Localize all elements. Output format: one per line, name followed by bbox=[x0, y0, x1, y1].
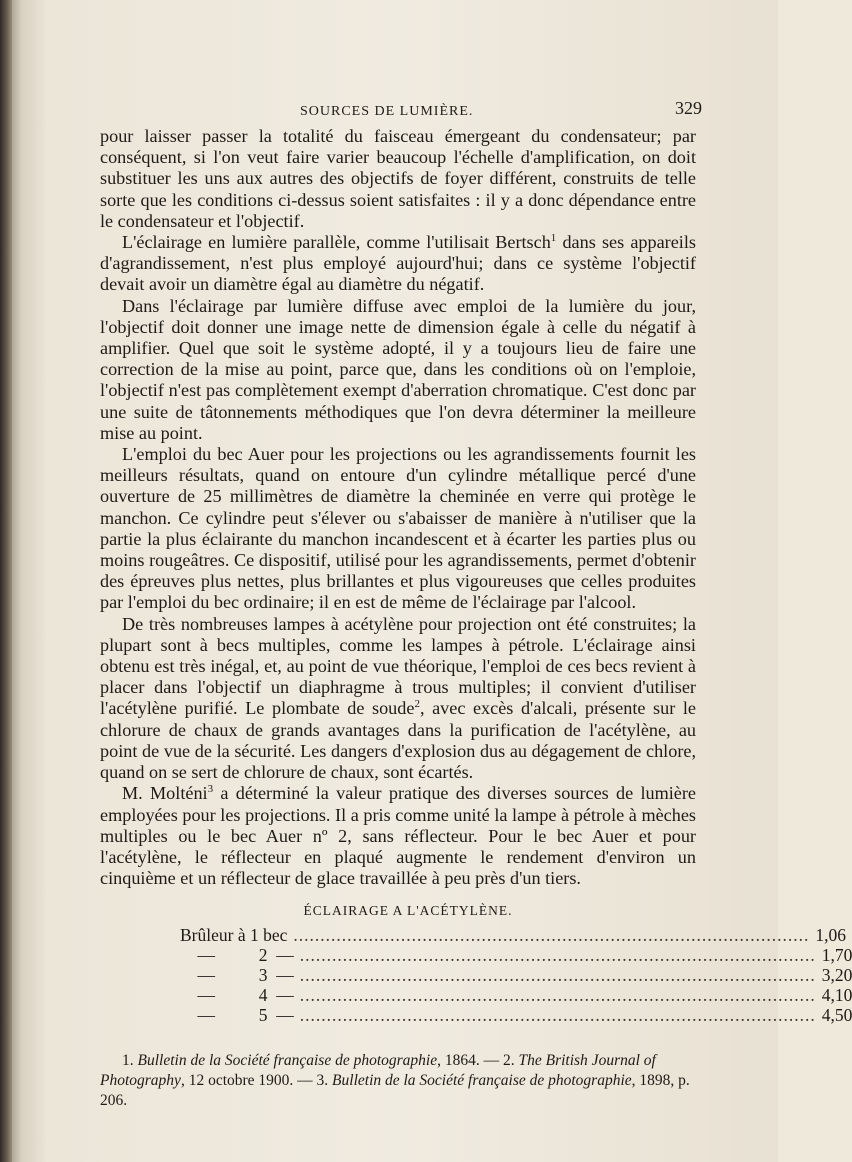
footnote-3-details: , 1898, p. 206. bbox=[100, 1072, 690, 1110]
table-row-value: 1,70 bbox=[821, 945, 852, 966]
paragraph-2 bbox=[100, 232, 696, 296]
footnote-2-details: , 12 octobre 1900. — 3. bbox=[180, 1072, 333, 1090]
table-row-value: 4,50 bbox=[821, 1005, 852, 1026]
footnote-1-number: 1. bbox=[122, 1052, 138, 1070]
table-title: ÉCLAIRAGE A L'ACÉTYLÈNE. bbox=[303, 903, 513, 919]
table-row bbox=[180, 985, 852, 1006]
paragraph-3: Dans l'éclairage par lumière diffuse avec emploi de la lumière du jour, l'objectif doit donner une image nette de dimension égale à celle du négatif à amplifier. Quel que soit le système adopté, il y a toujours lieu de faire une correction de la mise au point, parce que, dans les conditions où on l'emploie, l'objectif n'est pas complètement exempt d'aberration chromatique. C'est donc par une suite de tâtonnements méthodiques que l'on devra déterminer la meilleure mise au point. bbox=[100, 295, 696, 443]
paragraph-4: L'emploi du bec Auer pour les projections ou les agrandissements fournit les meilleurs résultats, quand on entoure d'un cylindre métallique percé d'une ouverture de 25 millimètres de diamètre la cheminée en verre qui protège le manchon. Ce cylindre peut s'élever ou s'abaisser de manière à n'utiliser que la partie la plus éclairante du manchon incandescent et à écarter les parties plus ou moins rougeâtres. Ce dispositif, utilisé pour les agrandissements, permet d'obtenir des épreuves plus nettes, plus brillantes et plus vigoureuses que celles produites par l'emploi du bec ordinaire; il en est de même de l'éclairage par l'alcool. bbox=[100, 444, 696, 613]
paragraph-6-text-b: a déterminé la valeur pratique des diverses sources de lumière employées pour les projections. Il a pris comme unité la lampe à pétrole à mèches multiples ou le bec Auer nº 2, sans réflecteur. Pour le bec Auer et pour l'acétylène, le réflecteur en plaqué augmente le rendement d'environ un cinquième et un réflecteur de glace travaillée à peu près d'un tiers. bbox=[100, 783, 697, 889]
table-row-label: Brûleur à 1 bec bbox=[180, 925, 288, 946]
paragraph-2-text-a: L'éclairage en lumière parallèle, comme l'utilisait Bertsch bbox=[122, 232, 551, 253]
dot-leader: ................................................................................................ bbox=[299, 985, 816, 1006]
dot-leader: ................................................................................................ bbox=[299, 1005, 816, 1026]
running-head bbox=[100, 96, 702, 126]
table-row bbox=[180, 1005, 852, 1026]
footnotes bbox=[100, 1051, 696, 1111]
page-number: 329 bbox=[675, 98, 702, 118]
book-binding-edge bbox=[0, 0, 12, 1162]
table-row bbox=[180, 965, 852, 986]
table-row-value: 3,20 bbox=[821, 965, 852, 986]
dot-leader: ................................................................................................ bbox=[299, 965, 816, 986]
acetylene-table bbox=[180, 925, 852, 1026]
paragraph-6-text-a: M. Molténi bbox=[122, 783, 208, 804]
running-title: SOURCES DE LUMIÈRE. bbox=[300, 104, 474, 119]
table-row-label: — 4 — bbox=[180, 985, 294, 1006]
paragraph-5-text-a: De très nombreuses lampes à acétylène pour projection ont été construites; la plupart sont à becs multiples, comme les lampes à pétrole. L'éclairage ainsi obtenu est très inégal, et, au point de vue théorique, l'emploi de ces becs revient à placer dans l'objectif un diaphragme à trous multiples; il convient d'utiliser l'acétylène purifié. Le plombate de soude bbox=[100, 613, 696, 719]
table-row bbox=[180, 925, 847, 946]
paragraph-6 bbox=[100, 783, 696, 889]
dot-leader: ................................................................................................ bbox=[293, 925, 810, 946]
footnote-ref-1: 1 bbox=[550, 231, 557, 244]
paragraph-1: pour laisser passer la totalité du faisceau émergeant du condensateur; par conséquent, si l'on veut faire varier beaucoup l'échelle d'amplification, on doit substituer les uns aux autres des objectifs de foyer différent, construits de telle sorte que les conditions ci-dessus soient satisfaites : il y a donc dépendance entre le condensateur et l'objectif. bbox=[100, 126, 696, 231]
footnote-1-title: Bulletin de la Société française de photographie bbox=[137, 1052, 438, 1070]
table-row bbox=[180, 945, 852, 966]
table-row-value: 1,06 bbox=[815, 925, 847, 946]
footnote-1-details: , 1864. — 2. bbox=[437, 1052, 519, 1070]
footnote-ref-3: 3 bbox=[207, 783, 214, 796]
footnote-ref-2: 2 bbox=[414, 698, 420, 711]
paragraph-5-text-b: , avec excès d'alcali, présente sur le chlorure de chaux de grands avantages dans la purification de l'acétylène, au point de vue de la sécurité. Les dangers d'explosion dus au dégagement de chlore, quand on se sert de chlorure de chaux, sont écartés. bbox=[100, 698, 696, 783]
paragraph-5 bbox=[100, 614, 696, 784]
table-row-label: — 5 — bbox=[180, 1005, 294, 1026]
table-row-label: — 2 — bbox=[180, 945, 294, 966]
footnote-3-title: Bulletin de la Société française de photographie bbox=[332, 1072, 632, 1090]
page-content bbox=[100, 96, 852, 1111]
table-row-label: — 3 — bbox=[180, 965, 294, 986]
paragraph-2-text-b: dans ses appareils d'agrandissement, n'est plus employé aujourd'hui; dans ce système l'objectif devait avoir un diamètre égal au diamètre du négatif. bbox=[100, 232, 696, 295]
dot-leader: ................................................................................................ bbox=[299, 945, 816, 966]
footnote-2-title: The British Journal of Photography bbox=[100, 1052, 656, 1090]
table-row-value: 4,10 bbox=[821, 985, 852, 1006]
